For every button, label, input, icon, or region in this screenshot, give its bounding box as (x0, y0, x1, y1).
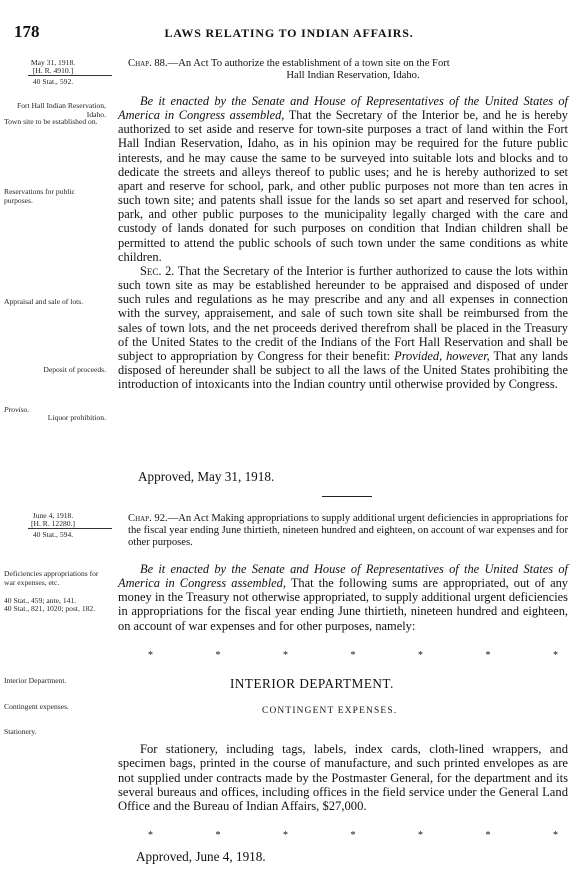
chapter-92-title-text: —An Act Making appropriations to supply additional urgent deficiencies in appropriations for the fiscal year ending June thirtieth, nineteen hundred and eighteen, on account of war expenses and for other purposes. (128, 513, 568, 548)
section-2-paragraph (118, 264, 568, 391)
approved-june-4: Approved, June 4, 1918. (136, 849, 266, 864)
margin-appraisal: Appraisal and sale of lots. (4, 297, 84, 306)
margin-stationery: Stationery. (4, 727, 37, 736)
margin-bill-1: [H. R. 4910.] (32, 66, 74, 75)
margin-rule-1 (28, 75, 112, 76)
star: * (148, 650, 153, 661)
margin-date-2: June 4, 1918. (32, 511, 74, 520)
star-row-1 (148, 650, 558, 661)
chapter-92-body (118, 562, 568, 633)
margin-fort-hall: Fort Hall Indian Reservation, Idaho. (17, 101, 106, 119)
chapter-88-title (128, 58, 568, 82)
star: * (553, 650, 558, 661)
chapter-92-title (128, 513, 568, 549)
star: * (553, 830, 558, 841)
margin-bill-2: [H. R. 12280.] (30, 519, 76, 528)
star: * (283, 650, 288, 661)
chapter-88-body (118, 94, 568, 391)
chapter-88-title-line-1: —An Act To authorize the establishment of a town site on the Fort (167, 58, 450, 69)
margin-interior: Interior Department. (4, 676, 67, 685)
chapter-88-label: Chap. 88. (128, 58, 168, 69)
stationery-body (118, 742, 568, 813)
approved-may-31: Approved, May 31, 1918. (138, 469, 275, 484)
margin-stat-2: 40 Stat., 594. (32, 530, 74, 539)
section-2-label: Sec. 2. (140, 263, 175, 278)
margin-town-site: Town site to be established on. (4, 117, 98, 126)
contingent-expenses-heading: CONTINGENT EXPENSES. (262, 706, 398, 716)
margin-stat-1: 40 Stat., 592. (32, 77, 74, 86)
margin-proviso: Proviso. (4, 405, 30, 414)
chapter-92-text: That the following sums are appropriated, out of any money in the Treasury not otherwise appropriated, to supply additional urgent deficiencies in appropriations for the fiscal year ending June thirtieth, nineteen hundred and eighteen, on account of war expenses and for other purposes, namely: (118, 576, 569, 633)
margin-date-1: May 31, 1918. (30, 58, 76, 67)
page-number: 178 (14, 22, 40, 41)
margin-refs-1: 40 Stat., 459; ante, 141. (4, 596, 77, 605)
star: * (215, 650, 221, 661)
star: * (350, 650, 356, 661)
margin-liquor: Liquor prohibition. (47, 413, 106, 422)
margin-deposit: Deposit of proceeds. (43, 365, 106, 374)
star-row-2 (148, 830, 558, 841)
running-title: LAWS RELATING TO INDIAN AFFAIRS. (164, 26, 414, 40)
chapter-92-paragraph (118, 562, 568, 633)
enacting-clause-2: Be it enacted by the Senate and House of Representatives of the United States of America in Congress assembled, (118, 562, 568, 591)
section-1-paragraph (118, 94, 568, 264)
chapter-separator (322, 496, 372, 497)
star: * (485, 650, 491, 661)
enacting-clause-1: Be it enacted by the Senate and House of Representatives of the United States of America in Congress assembled, (118, 94, 568, 123)
margin-reservations: Reservations for public purposes. (4, 187, 75, 205)
margin-refs-2: 40 Stat., 821, 1020; post, 182. (4, 604, 96, 613)
interior-department-heading: INTERIOR DEPARTMENT. (230, 676, 394, 691)
stationery-paragraph: For stationery, including tags, labels, index cards, cloth-lined wrappers, and specimen bags, printed in the course of manufacture, and such printed envelopes as are not supplied under contracts made by the Postmaster General, for the department and its several bureaus and offices, including offices in the field service under the General Land Office and the Bureau of Indian Affairs, $27,000. (118, 742, 568, 814)
star: * (418, 830, 423, 841)
star: * (350, 830, 356, 841)
star: * (418, 650, 423, 661)
star: * (148, 830, 153, 841)
star: * (485, 830, 491, 841)
section-1-text: That the Secretary of the Interior be, and he is hereby authorized to set aside and reserve for town-site purposes a tract of land within the Fort Hall Indian Reservation, Idaho, as in his opinion may be required for the future public interests, and he may cause the same to be surveyed into suitable lots and blocks and to dedicate the streets and alleys thereof to public uses; and he is hereby authorized to set apart and reserve for school, park, and other public purposes not more than ten acres in such town site; and patents shall issue for the lands so set apart and reserved for school, park, and other public purposes to the municipality legally charged with the care and custody of lands donated for such purposes on condition that Indian children shall be permitted to attend the public schools of such town under the same conditions as white children. (118, 108, 568, 264)
star: * (215, 830, 221, 841)
star: * (283, 830, 288, 841)
proviso-text: That any lands disposed of hereunder shall be subject to all the laws of the United States prohibiting the introduction of intoxicants into the Indian country until otherwise provided by Congress. (118, 348, 568, 392)
margin-contingent: Contingent expenses. (4, 702, 69, 711)
chapter-88-title-line-2: Hall Indian Reservation, Idaho. (286, 70, 420, 81)
chapter-92-label: Chap. 92. (128, 513, 168, 524)
section-2-text: That the Secretary of the Interior is further authorized to cause the lots within such town site as may be established hereunder to be appraised and disposed of under such rules and regulations as he may prescribe and any and all expenses in connection with the survey, appraisement, and sale of such town site shall be reimbursed from the sales of town lots, and the net proceeds derived therefrom shall be placed in the Treasury of the United States to the credit of the Indians of the Fort Hall Reservation and shall be subject to appropriation by Congress for their benefit: (118, 263, 568, 363)
margin-deficiencies: Deficiencies appropriations for war expenses, etc. (4, 569, 99, 587)
provided-clause: Provided, however, (394, 348, 490, 363)
margin-rule-2 (28, 528, 112, 529)
